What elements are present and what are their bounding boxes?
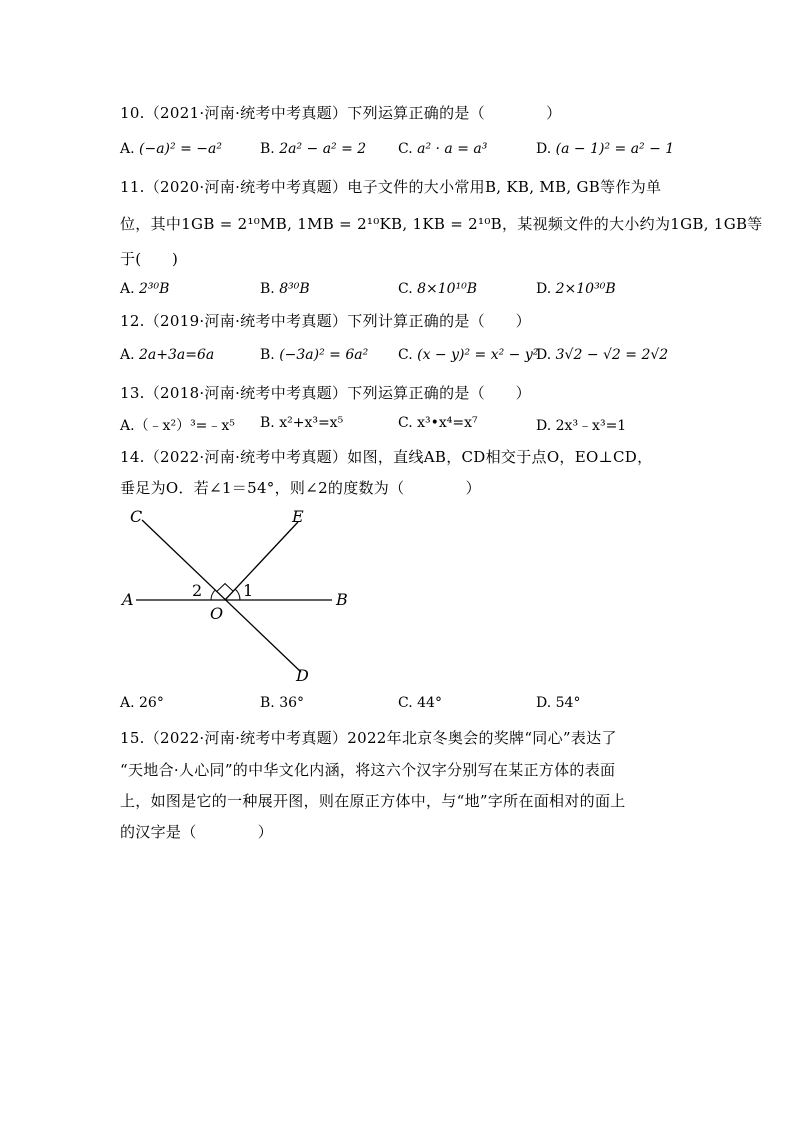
- angle-1-label: 1: [243, 581, 254, 600]
- q12-options: [120, 347, 680, 367]
- q14-option-a: A. 26°: [120, 695, 164, 711]
- q14-options: [120, 695, 680, 715]
- q13-option-c: C. x³•x⁴=x⁷: [398, 415, 478, 431]
- q12-option-a: A. 2a+3a=6a: [120, 347, 215, 363]
- q11-option-d: D. 2×10³⁰B: [536, 281, 616, 297]
- q11-option-c: C. 8×10¹⁰B: [398, 281, 478, 297]
- q11-stem-line-3: 于( ): [120, 250, 179, 268]
- q12-option-c: C. (x − y)² = x² − y²: [398, 347, 539, 363]
- q10-options: [120, 141, 680, 161]
- q13-option-b: B. x²+x³=x⁵: [260, 415, 344, 431]
- right-angle-mark: [216, 584, 233, 592]
- q15-stem-line-4: 的汉字是（ ）: [120, 823, 274, 841]
- angle-2-arc: [211, 590, 215, 600]
- line-cd: [142, 520, 301, 672]
- q11-options: [120, 281, 680, 301]
- q12-stem: 12.（2019·河南·统考中考真题）下列计算正确的是（ ）: [120, 312, 531, 330]
- ray-oe: [225, 522, 298, 600]
- q13-option-a: A.（﹣x²）³=﹣x⁵: [120, 418, 235, 434]
- q12-option-b: B. (−3a)² = 6a²: [260, 347, 369, 363]
- point-e-label: E: [292, 507, 304, 526]
- q14-stem-line-2: 垂足为O．若∠1＝54°，则∠2的度数为（ ）: [120, 479, 481, 497]
- q11-stem-line-2: 位，其中1GB = 2¹⁰MB, 1MB = 2¹⁰KB, 1KB = 2¹⁰B，某视频文件的大小约为1GB, 1GB等: [120, 215, 763, 233]
- intersecting-lines-figure: [110, 500, 360, 685]
- q15-stem-line-2: “天地合·人心同”的中华文化内涵，将这六个汉字分别写在某正方体的表面: [120, 761, 616, 779]
- point-b-label: B: [336, 590, 348, 609]
- angle-1-arc: [235, 589, 240, 600]
- q11-stem-line-1: 11.（2020·河南·统考中考真题）电子文件的大小常用B, KB, MB, GB等作为单: [120, 178, 662, 196]
- point-a-label: A: [122, 590, 134, 609]
- q10-option-d: D. (a − 1)² = a² − 1: [536, 141, 675, 157]
- q10-option-c: C. a² · a = a³: [398, 141, 488, 157]
- q15-stem-line-3: 上，如图是它的一种展开图，则在原正方体中，与“地”字所在面相对的面上: [120, 792, 626, 810]
- q10-option-b: B. 2a² − a² = 2: [260, 141, 367, 157]
- q13-option-d: D. 2x³﹣x³=1: [536, 418, 627, 434]
- q11-option-a: A. 2³⁰B: [120, 281, 170, 297]
- point-d-label: D: [296, 666, 309, 685]
- q14-option-c: C. 44°: [398, 695, 442, 711]
- q11-option-b: B. 8³⁰B: [260, 281, 310, 297]
- q15-stem-line-1: 15.（2022·河南·统考中考真题）2022年北京冬奥会的奖牌“同心”表达了: [120, 729, 617, 747]
- q14-option-d: D. 54°: [536, 695, 581, 711]
- point-c-label: C: [130, 507, 143, 526]
- q13-options: [120, 415, 680, 435]
- point-o-label: O: [210, 604, 224, 623]
- angle-2-label: 2: [192, 581, 203, 600]
- q14-stem-line-1: 14.（2022·河南·统考中考真题）如图，直线AB，CD相交于点O，EO⊥CD，: [120, 448, 653, 466]
- q14-option-b: B. 36°: [260, 695, 305, 711]
- q10-option-a: A. (−a)² = −a²: [120, 141, 222, 157]
- q13-stem: 13.（2018·河南·统考中考真题）下列运算正确的是（ ）: [120, 384, 531, 402]
- q10-stem: 10.（2021·河南·统考中考真题）下列运算正确的是（ ）: [120, 104, 562, 122]
- q12-option-d: D. 3√2 − √2 = 2√2: [536, 347, 669, 363]
